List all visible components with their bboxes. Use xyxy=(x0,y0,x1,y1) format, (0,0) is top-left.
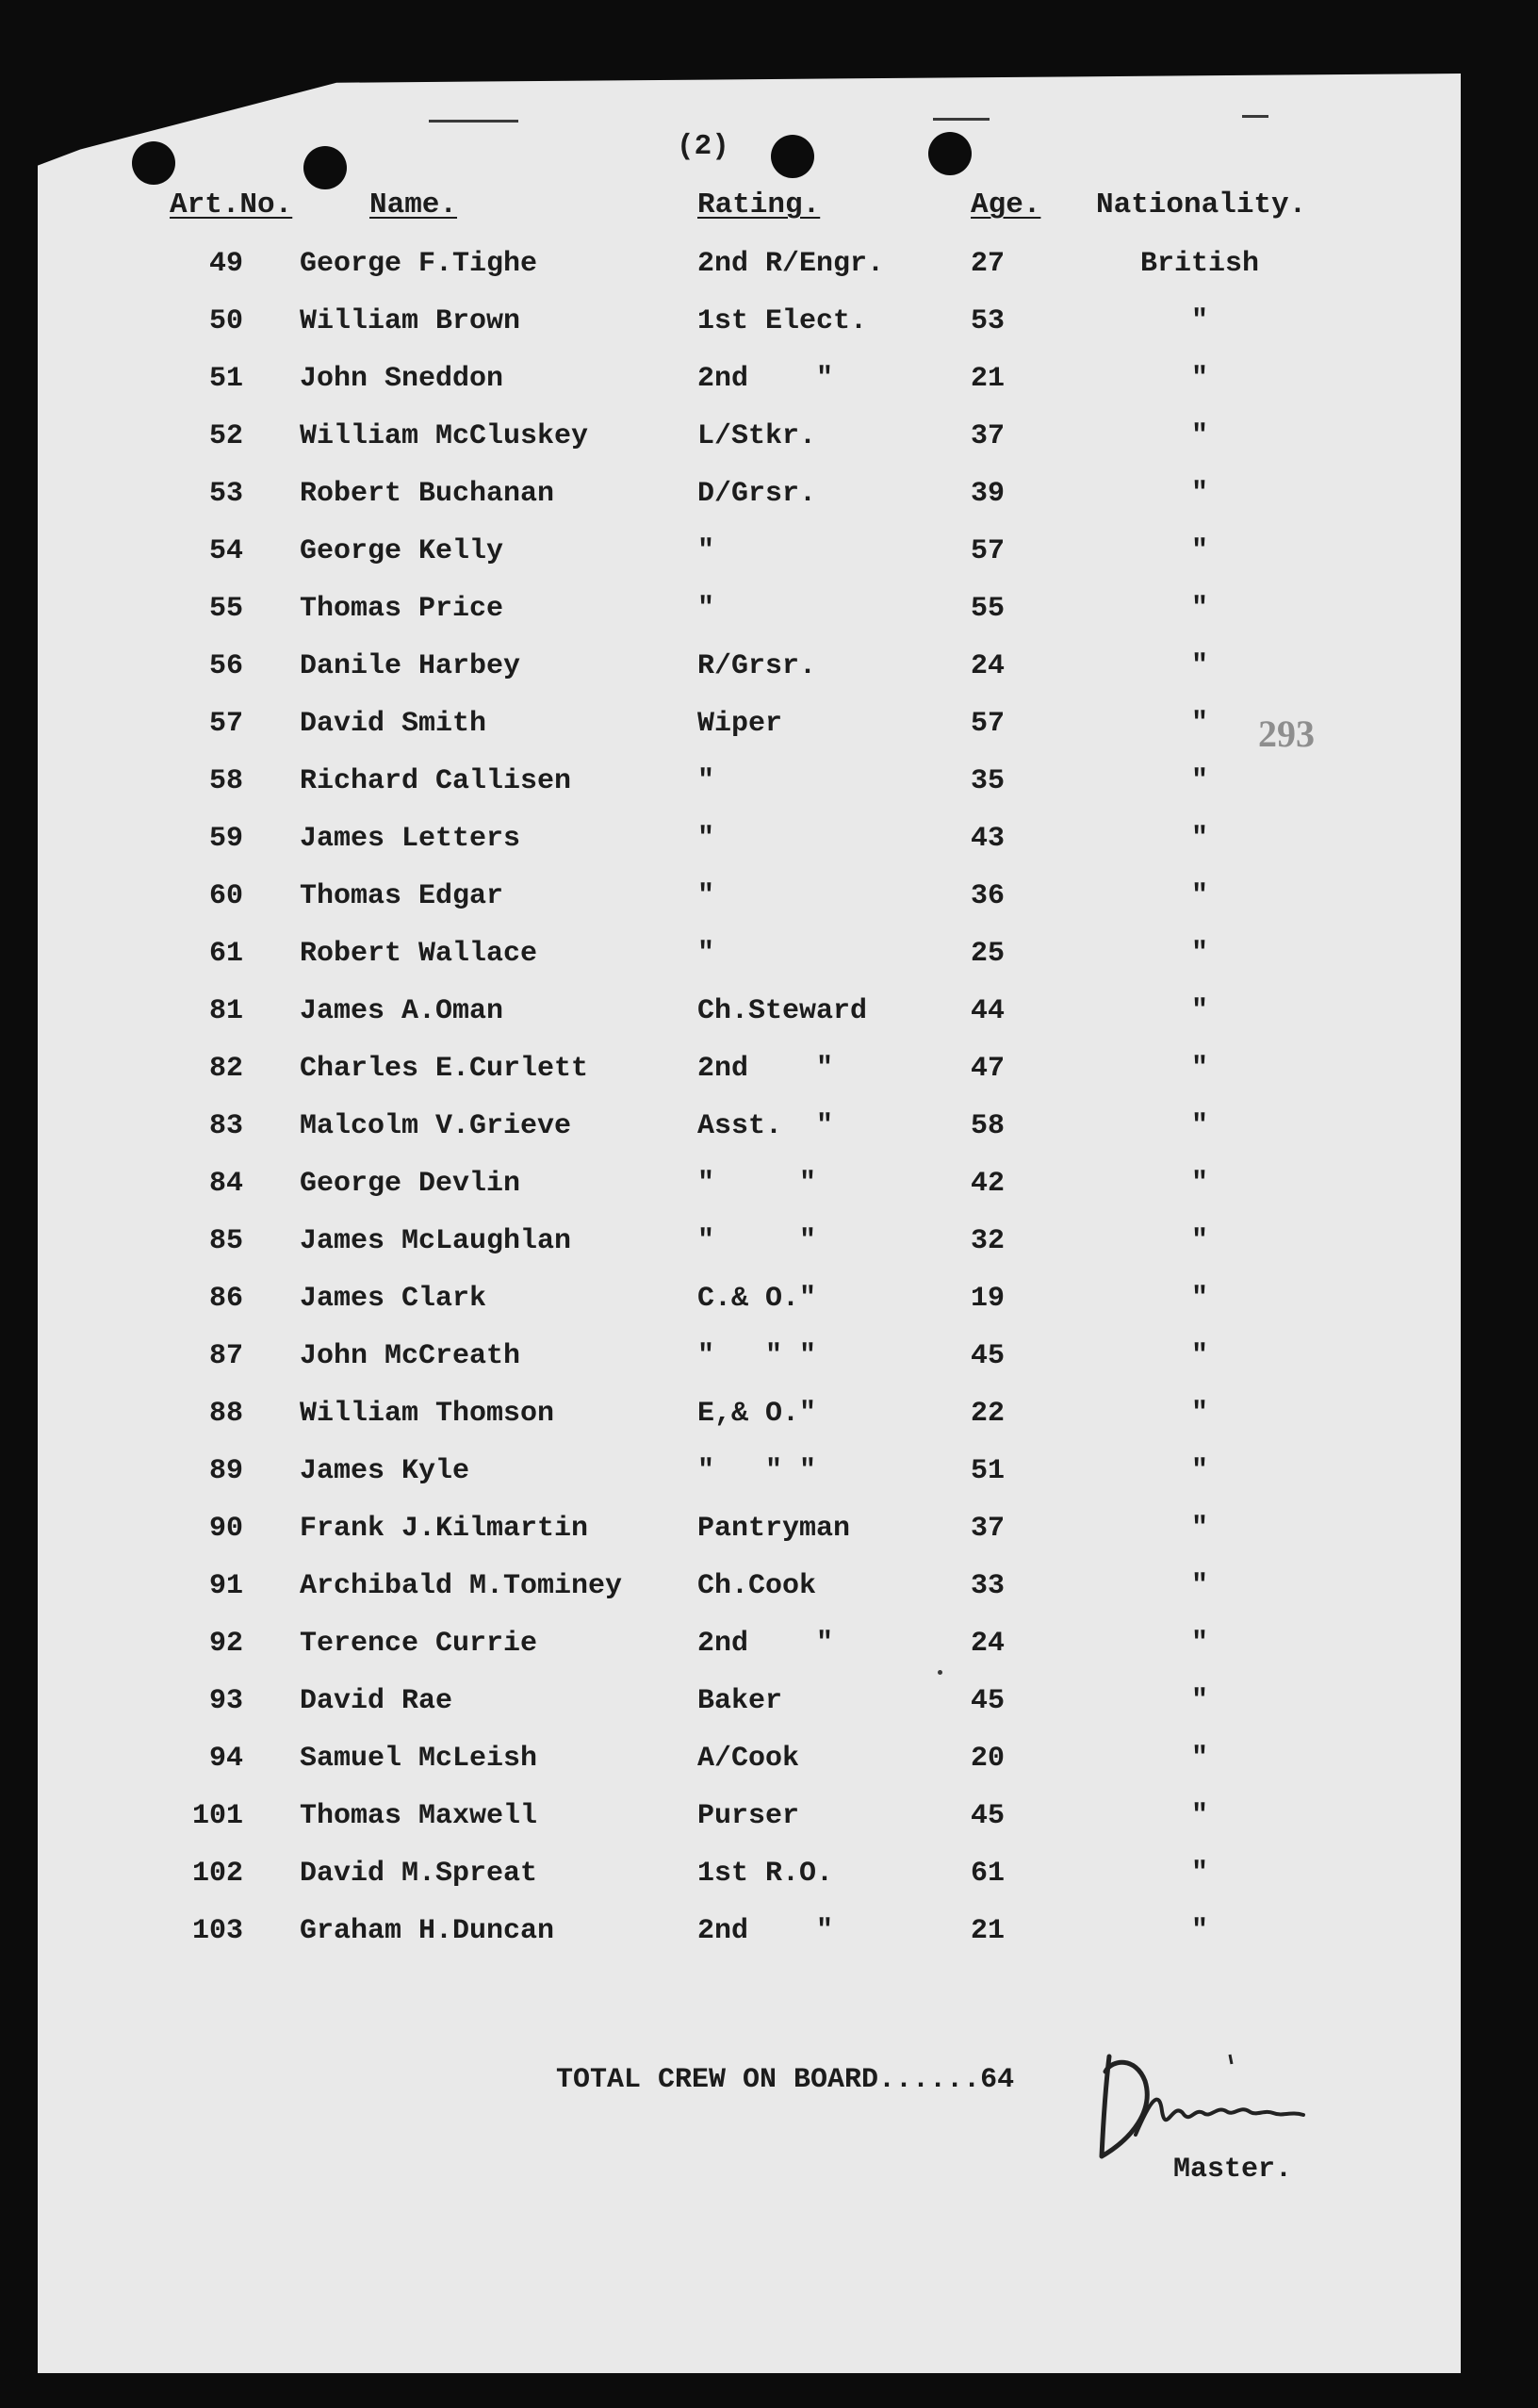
row-rating: " xyxy=(697,938,715,970)
row-art-no: 61 xyxy=(208,938,243,970)
row-name: Samuel McLeish xyxy=(300,1743,538,1775)
row-nationality: " xyxy=(1190,1455,1208,1487)
row-name: George Devlin xyxy=(300,1168,521,1200)
row-nationality: " xyxy=(1190,1398,1208,1430)
stray-mark xyxy=(938,1670,942,1675)
row-name: James Letters xyxy=(300,823,521,855)
row-nationality: " xyxy=(1190,1800,1208,1832)
row-nationality: " xyxy=(1190,1110,1208,1142)
row-rating: " " " xyxy=(697,1455,817,1487)
row-nationality: " xyxy=(1190,823,1208,855)
row-art-no: 51 xyxy=(208,363,243,395)
row-age: 21 xyxy=(971,363,1006,395)
row-art-no: 83 xyxy=(208,1110,243,1142)
row-rating: D/Grsr. xyxy=(697,478,817,510)
row-nationality: " xyxy=(1190,1743,1208,1775)
stray-mark xyxy=(429,120,518,123)
row-rating: A/Cook xyxy=(697,1743,800,1775)
row-nationality: " xyxy=(1190,305,1208,337)
row-age: 45 xyxy=(971,1800,1006,1832)
row-age: 33 xyxy=(971,1570,1006,1602)
row-name: William McCluskey xyxy=(300,420,589,452)
row-name: David Rae xyxy=(300,1685,453,1717)
row-nationality: " xyxy=(1190,880,1208,912)
row-nationality: " xyxy=(1190,478,1208,510)
row-name: David Smith xyxy=(300,708,487,740)
row-rating: " xyxy=(697,593,715,625)
row-name: Terence Currie xyxy=(300,1628,538,1660)
row-rating: " " xyxy=(697,1168,817,1200)
row-name: William Thomson xyxy=(300,1398,555,1430)
row-nationality: " xyxy=(1190,995,1208,1027)
row-name: Malcolm V.Grieve xyxy=(300,1110,572,1142)
row-nationality: " xyxy=(1190,420,1208,452)
row-art-no: 50 xyxy=(208,305,243,337)
row-age: 36 xyxy=(971,880,1006,912)
row-name: James Clark xyxy=(300,1283,487,1315)
row-name: Danile Harbey xyxy=(300,650,521,682)
row-rating: 1st Elect. xyxy=(697,305,868,337)
row-age: 19 xyxy=(971,1283,1006,1315)
row-nationality: " xyxy=(1190,765,1208,797)
row-age: 32 xyxy=(971,1225,1006,1257)
row-nationality: " xyxy=(1190,1168,1208,1200)
row-rating: " xyxy=(697,823,715,855)
row-nationality: " xyxy=(1190,593,1208,625)
row-rating: Asst. " xyxy=(697,1110,834,1142)
row-art-no: 87 xyxy=(208,1340,243,1372)
row-age: 39 xyxy=(971,478,1006,510)
row-art-no: 54 xyxy=(208,535,243,567)
row-age: 53 xyxy=(971,305,1006,337)
row-age: 35 xyxy=(971,765,1006,797)
row-nationality: " xyxy=(1190,1628,1208,1660)
row-age: 24 xyxy=(971,650,1006,682)
stray-mark xyxy=(1242,115,1268,118)
row-rating: Baker xyxy=(697,1685,783,1717)
row-nationality: " xyxy=(1190,1053,1208,1085)
row-age: 37 xyxy=(971,420,1006,452)
row-art-no: 102 xyxy=(191,1858,243,1890)
row-rating: " xyxy=(697,535,715,567)
row-art-no: 94 xyxy=(208,1743,243,1775)
row-nationality: " xyxy=(1190,938,1208,970)
row-art-no: 89 xyxy=(208,1455,243,1487)
header-art-no: Art.No. xyxy=(170,188,293,221)
total-crew-line: TOTAL CREW ON BOARD......64 xyxy=(556,2064,1015,2096)
row-art-no: 85 xyxy=(208,1225,243,1257)
row-nationality: " xyxy=(1190,708,1208,740)
row-rating: " " " xyxy=(697,1340,817,1372)
row-name: James McLaughlan xyxy=(300,1225,572,1257)
row-rating: Wiper xyxy=(697,708,783,740)
row-art-no: 86 xyxy=(208,1283,243,1315)
row-nationality: " xyxy=(1190,1225,1208,1257)
row-age: 22 xyxy=(971,1398,1006,1430)
row-nationality: " xyxy=(1190,1513,1208,1545)
row-nationality: " xyxy=(1190,363,1208,395)
row-age: 42 xyxy=(971,1168,1006,1200)
row-art-no: 93 xyxy=(208,1685,243,1717)
row-nationality: " xyxy=(1190,1915,1208,1947)
row-age: 44 xyxy=(971,995,1006,1027)
row-art-no: 101 xyxy=(191,1800,243,1832)
row-name: Thomas Maxwell xyxy=(300,1800,538,1832)
row-rating: C.& O." xyxy=(697,1283,817,1315)
row-age: 55 xyxy=(971,593,1006,625)
row-art-no: 82 xyxy=(208,1053,243,1085)
row-nationality: " xyxy=(1190,1858,1208,1890)
row-age: 57 xyxy=(971,535,1006,567)
row-nationality: " xyxy=(1190,1283,1208,1315)
row-name: John Sneddon xyxy=(300,363,504,395)
row-rating: 1st R.O. xyxy=(697,1858,834,1890)
row-name: William Brown xyxy=(300,305,521,337)
row-age: 61 xyxy=(971,1858,1006,1890)
row-name: James A.Oman xyxy=(300,995,504,1027)
row-rating: " " xyxy=(697,1225,817,1257)
row-nationality: " xyxy=(1190,1570,1208,1602)
row-age: 37 xyxy=(971,1513,1006,1545)
row-rating: 2nd " xyxy=(697,363,834,395)
page-number: (2) xyxy=(677,130,729,163)
row-nationality: " xyxy=(1190,1340,1208,1372)
row-art-no: 91 xyxy=(208,1570,243,1602)
row-age: 21 xyxy=(971,1915,1006,1947)
row-age: 27 xyxy=(971,248,1006,280)
header-nationality: Nationality. xyxy=(1096,188,1307,221)
row-rating: Ch.Cook xyxy=(697,1570,817,1602)
row-age: 57 xyxy=(971,708,1006,740)
row-name: James Kyle xyxy=(300,1455,470,1487)
row-name: Thomas Edgar xyxy=(300,880,504,912)
row-art-no: 103 xyxy=(191,1915,243,1947)
row-rating: L/Stkr. xyxy=(697,420,817,452)
row-art-no: 60 xyxy=(208,880,243,912)
row-art-no: 59 xyxy=(208,823,243,855)
row-art-no: 53 xyxy=(208,478,243,510)
row-nationality: " xyxy=(1190,1685,1208,1717)
row-rating: 2nd " xyxy=(697,1915,834,1947)
row-art-no: 57 xyxy=(208,708,243,740)
row-age: 24 xyxy=(971,1628,1006,1660)
row-nationality: British xyxy=(1139,248,1260,280)
row-rating: " xyxy=(697,880,715,912)
row-rating: 2nd " xyxy=(697,1628,834,1660)
row-art-no: 58 xyxy=(208,765,243,797)
row-nationality: " xyxy=(1190,535,1208,567)
row-rating: Purser xyxy=(697,1800,800,1832)
row-name: Frank J.Kilmartin xyxy=(300,1513,589,1545)
row-age: 58 xyxy=(971,1110,1006,1142)
row-age: 43 xyxy=(971,823,1006,855)
row-name: David M.Spreat xyxy=(300,1858,538,1890)
row-age: 20 xyxy=(971,1743,1006,1775)
row-age: 45 xyxy=(971,1340,1006,1372)
row-art-no: 90 xyxy=(208,1513,243,1545)
row-name: Graham H.Duncan xyxy=(300,1915,555,1947)
row-rating: " xyxy=(697,765,715,797)
row-rating: 2nd R/Engr. xyxy=(697,248,885,280)
row-rating: R/Grsr. xyxy=(697,650,817,682)
row-rating: Pantryman xyxy=(697,1513,851,1545)
row-name: Richard Callisen xyxy=(300,765,572,797)
row-name: Thomas Price xyxy=(300,593,504,625)
master-signature xyxy=(1088,2045,1315,2168)
row-rating: E,& O." xyxy=(697,1398,817,1430)
master-title: Master. xyxy=(1173,2154,1293,2186)
stamp-number: 293 xyxy=(1258,713,1315,755)
row-name: Archibald M.Tominey xyxy=(300,1570,623,1602)
row-nationality: " xyxy=(1190,650,1208,682)
row-art-no: 84 xyxy=(208,1168,243,1200)
row-age: 45 xyxy=(971,1685,1006,1717)
row-art-no: 49 xyxy=(208,248,243,280)
row-name: George F.Tighe xyxy=(300,248,538,280)
row-art-no: 92 xyxy=(208,1628,243,1660)
row-name: George Kelly xyxy=(300,535,504,567)
row-art-no: 55 xyxy=(208,593,243,625)
header-rating: Rating. xyxy=(697,188,821,221)
row-rating: 2nd " xyxy=(697,1053,834,1085)
row-name: Charles E.Curlett xyxy=(300,1053,589,1085)
row-name: John McCreath xyxy=(300,1340,521,1372)
row-age: 47 xyxy=(971,1053,1006,1085)
row-art-no: 81 xyxy=(208,995,243,1027)
row-name: Robert Buchanan xyxy=(300,478,555,510)
row-art-no: 88 xyxy=(208,1398,243,1430)
row-art-no: 52 xyxy=(208,420,243,452)
row-rating: Ch.Steward xyxy=(697,995,868,1027)
row-name: Robert Wallace xyxy=(300,938,538,970)
row-age: 51 xyxy=(971,1455,1006,1487)
header-name: Name. xyxy=(369,188,458,221)
header-age: Age. xyxy=(971,188,1041,221)
row-art-no: 56 xyxy=(208,650,243,682)
stray-mark xyxy=(933,118,990,121)
row-age: 25 xyxy=(971,938,1006,970)
